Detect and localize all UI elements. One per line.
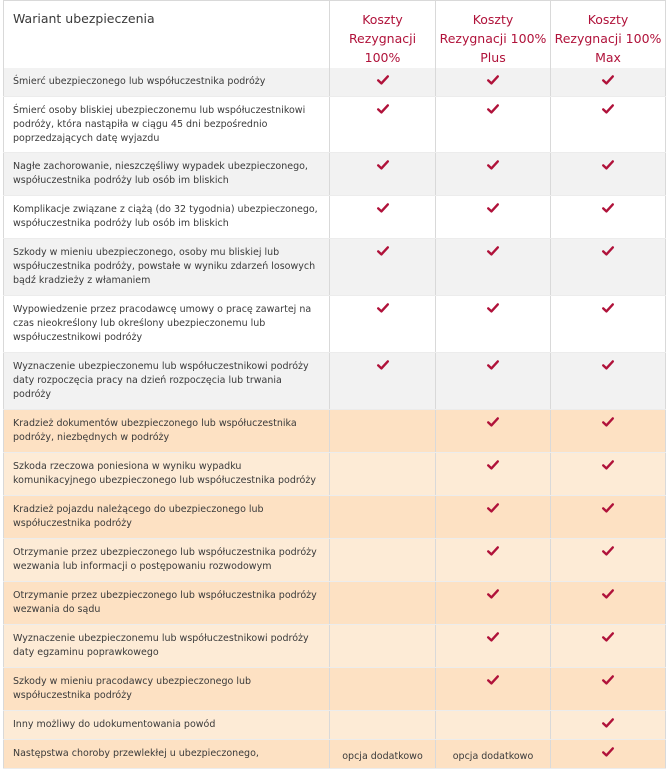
table-row — [4, 153, 666, 196]
feature-description — [4, 353, 330, 410]
table-row — [4, 711, 666, 740]
feature-line: Otrzymanie przez ubezpieczonego lub współuczestnika podróży — [13, 547, 317, 558]
checkmark-icon — [376, 73, 390, 87]
checkmark-icon — [601, 630, 615, 644]
checkmark-icon — [376, 158, 390, 172]
feature-line: bądź kradzieży z włamaniem — [13, 275, 151, 286]
checkmark-icon — [486, 544, 500, 558]
plan-cell — [551, 625, 666, 668]
plan-cell — [551, 239, 666, 296]
plan-cell — [436, 68, 551, 97]
table-row — [4, 625, 666, 668]
insurance-variant-table — [3, 0, 666, 769]
plan-cell — [330, 68, 436, 97]
feature-description — [4, 68, 330, 97]
plan-cell — [436, 740, 551, 769]
table-body — [4, 68, 666, 769]
table-row — [4, 453, 666, 496]
feature-line: poprzedzających datę wyjazdu — [13, 133, 160, 144]
plan-cell — [551, 453, 666, 496]
feature-line: Komplikacje związane z ciążą (do 32 tygodnia) ubezpieczonego, — [13, 204, 318, 215]
table-row — [4, 410, 666, 453]
checkmark-icon — [486, 415, 500, 429]
checkmark-icon — [486, 458, 500, 472]
plan-cell — [436, 239, 551, 296]
table-row — [4, 353, 666, 410]
feature-column-header: Wariant ubezpieczenia — [4, 1, 330, 68]
checkmark-icon — [601, 201, 615, 215]
plan-header-line: Rezygnacji 100% — [439, 31, 547, 46]
checkmark-icon — [486, 501, 500, 515]
plan-cell — [330, 668, 436, 711]
table-row — [4, 296, 666, 353]
feature-line: współuczestnika podróży lub osób im bliskich — [13, 218, 229, 229]
checkmark-icon — [601, 587, 615, 601]
checkmark-icon — [486, 201, 500, 215]
plan-cell — [436, 539, 551, 582]
plan-cell — [330, 410, 436, 453]
feature-line: Szkoda rzeczowa poniesiona w wyniku wypadku — [13, 461, 242, 472]
feature-line: współuczestnikowi podróży — [13, 332, 143, 343]
checkmark-icon — [601, 458, 615, 472]
feature-description — [4, 625, 330, 668]
checkmark-icon — [486, 158, 500, 172]
feature-description — [4, 539, 330, 582]
checkmark-icon — [486, 673, 500, 687]
checkmark-icon — [376, 201, 390, 215]
plan-cell — [330, 539, 436, 582]
feature-description — [4, 668, 330, 711]
checkmark-icon — [486, 244, 500, 258]
plan-cell — [330, 296, 436, 353]
plan-header-line: Rezygnacji — [348, 31, 417, 46]
feature-line: wezwania lub informacji o postępowaniu rozwodowym — [13, 561, 272, 572]
feature-line: czas nieokreślony lub określony ubezpieczonemu lub — [13, 318, 266, 329]
plan-cell — [436, 711, 551, 740]
checkmark-icon — [601, 158, 615, 172]
feature-line: komunikacyjnego ubezpieczonego lub współuczestnika podróży — [13, 475, 316, 486]
feature-line: Szkody w mieniu ubezpieczonego, osoby mu bliskiej lub — [13, 247, 280, 258]
feature-line: Wypowiedzenie przez pracodawcę umowy o pracę zawartej na — [13, 304, 312, 315]
checkmark-icon — [376, 244, 390, 258]
feature-line: Kradzież pojazdu należącego do ubezpieczonego lub — [13, 504, 264, 515]
plan-cell — [436, 196, 551, 239]
plan-cell — [551, 296, 666, 353]
feature-description — [4, 153, 330, 196]
plan-header-standard — [330, 1, 436, 68]
checkmark-icon — [486, 630, 500, 644]
feature-line: podróży, niezbędnych w podróży — [13, 432, 170, 443]
plan-cell — [551, 410, 666, 453]
checkmark-icon — [601, 745, 615, 759]
plan-header-line: Koszty — [362, 12, 403, 27]
checkmark-icon — [376, 102, 390, 116]
table-row — [4, 97, 666, 153]
plan-header-plus — [436, 1, 551, 68]
checkmark-icon — [601, 673, 615, 687]
feature-description — [4, 410, 330, 453]
table-row — [4, 496, 666, 539]
plan-cell — [330, 496, 436, 539]
feature-line: podróży, która nastąpiła w ciągu 45 dni bezpośrednio — [13, 119, 268, 130]
feature-description — [4, 196, 330, 239]
feature-line: daty egzaminu poprawkowego — [13, 647, 159, 658]
plan-cell — [330, 97, 436, 153]
plan-header-line: Koszty — [587, 12, 629, 27]
plan-cell — [436, 296, 551, 353]
feature-line: Otrzymanie przez ubezpieczonego lub współuczestnika podróży — [13, 590, 317, 601]
checkmark-icon — [486, 587, 500, 601]
plan-cell — [551, 539, 666, 582]
feature-line: Szkody w mieniu pracodawcy ubezpieczonego lub — [13, 676, 252, 687]
feature-line: Nagłe zachorowanie, nieszczęśliwy wypadek ubezpieczonego, — [13, 161, 308, 172]
feature-line: Śmierć ubezpieczonego lub współuczestnika podróży — [13, 75, 266, 87]
table-row — [4, 582, 666, 625]
checkmark-icon — [601, 716, 615, 730]
feature-description — [4, 582, 330, 625]
feature-line: współuczestnika podróży — [13, 690, 132, 701]
feature-description — [4, 97, 330, 153]
checkmark-icon — [601, 358, 615, 372]
feature-line: Następstwa choroby przewlekłej u ubezpieczonego, — [13, 748, 259, 759]
plan-cell — [551, 153, 666, 196]
table-row — [4, 196, 666, 239]
checkmark-icon — [601, 415, 615, 429]
feature-description — [4, 740, 330, 769]
checkmark-icon — [601, 244, 615, 258]
table-row — [4, 668, 666, 711]
plan-cell — [551, 353, 666, 410]
feature-line: współuczestnika podróży — [13, 518, 132, 529]
feature-line: Śmierć osoby bliskiej ubezpieczonemu lub współuczestnikowi — [13, 105, 306, 116]
plan-cell — [330, 239, 436, 296]
plan-cell — [330, 740, 436, 769]
plan-header-line: Max — [595, 50, 621, 65]
table-row — [4, 539, 666, 582]
plan-cell — [551, 496, 666, 539]
plan-cell — [436, 625, 551, 668]
table-row — [4, 239, 666, 296]
feature-description — [4, 296, 330, 353]
table-row — [4, 740, 666, 769]
plan-cell — [436, 153, 551, 196]
feature-line: współuczestnika podróży, powstałe w wyniku zdarzeń losowych — [13, 261, 316, 272]
feature-line: podróży — [13, 389, 51, 400]
feature-line: daty rozpoczęcia pracy na dzień rozpoczęcia lub trwania — [13, 375, 282, 386]
checkmark-icon — [601, 102, 615, 116]
feature-line: Wyznaczenie ubezpieczonemu lub współuczestnikowi podróży — [13, 633, 309, 644]
plan-cell — [436, 582, 551, 625]
checkmark-icon — [601, 544, 615, 558]
plan-cell — [551, 97, 666, 153]
plan-cell — [330, 625, 436, 668]
checkmark-icon — [601, 73, 615, 87]
option-label: opcja dodatkowo — [342, 751, 423, 762]
plan-cell — [436, 97, 551, 153]
feature-line: współuczestnika podróży lub osób im bliskich — [13, 175, 229, 186]
plan-header-line: Rezygnacji 100% — [554, 31, 662, 46]
plan-cell — [436, 410, 551, 453]
plan-cell — [436, 496, 551, 539]
plan-cell — [330, 453, 436, 496]
feature-line: Kradzież dokumentów ubezpieczonego lub współuczestnika — [13, 418, 297, 429]
plan-cell — [330, 153, 436, 196]
checkmark-icon — [376, 358, 390, 372]
plan-header-line: Plus — [480, 50, 506, 65]
plan-cell — [551, 711, 666, 740]
plan-cell — [330, 582, 436, 625]
plan-header-line: Koszty — [472, 12, 514, 27]
feature-line: Wyznaczenie ubezpieczonemu lub współuczestnikowi podróży — [13, 361, 309, 372]
table-row — [4, 68, 666, 97]
plan-header-line: 100% — [364, 50, 401, 65]
plan-cell — [436, 453, 551, 496]
checkmark-icon — [486, 102, 500, 116]
checkmark-icon — [486, 73, 500, 87]
plan-cell — [551, 740, 666, 769]
plan-cell — [330, 353, 436, 410]
plan-cell — [551, 68, 666, 97]
checkmark-icon — [601, 501, 615, 515]
plan-cell — [436, 668, 551, 711]
feature-description — [4, 496, 330, 539]
plan-cell — [330, 196, 436, 239]
plan-cell — [436, 353, 551, 410]
feature-line: wezwania do sądu — [13, 604, 101, 615]
checkmark-icon — [376, 301, 390, 315]
plan-cell — [551, 668, 666, 711]
feature-description — [4, 711, 330, 740]
plan-cell — [551, 196, 666, 239]
plan-cell — [551, 582, 666, 625]
checkmark-icon — [486, 301, 500, 315]
option-label: opcja dodatkowo — [452, 751, 534, 762]
feature-line: Inny możliwy do udokumentowania powód — [13, 719, 216, 730]
plan-header-max — [551, 1, 666, 68]
plan-cell — [330, 711, 436, 740]
checkmark-icon — [486, 358, 500, 372]
table-header-row — [4, 1, 666, 68]
feature-description — [4, 453, 330, 496]
checkmark-icon — [601, 301, 615, 315]
feature-description — [4, 239, 330, 296]
